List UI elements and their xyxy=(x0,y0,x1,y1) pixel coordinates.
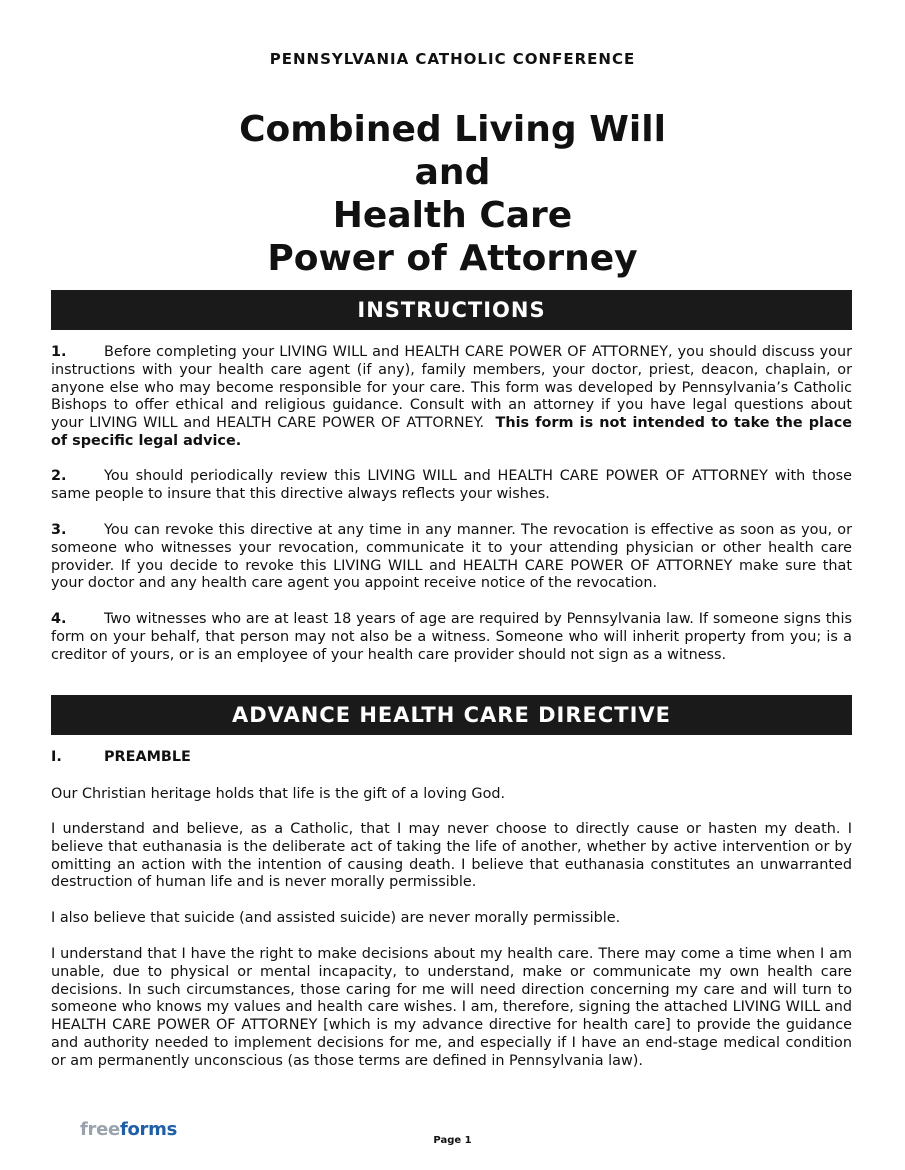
instruction-number: 2. xyxy=(51,468,67,484)
instructions-heading: INSTRUCTIONS xyxy=(51,290,852,330)
section-heading xyxy=(51,749,191,765)
instruction-text: Two witnesses who are at least 18 years of age are required by Pennsylvania law. If someone signs this form on your behalf, that person may not also be a witness. Someone who will inherit property from you; is a creditor of yours, or is an employee of your health care provider should not sign as a witness. xyxy=(51,611,852,663)
instruction-item xyxy=(51,522,852,593)
instruction-number: 1. xyxy=(51,344,67,360)
page-number: Page 1 xyxy=(433,1135,472,1146)
preamble-paragraph: I understand that I have the right to make decisions about my health care. There may come a time when I am unable, due to physical or mental incapacity, to understand, make or communicate my own health care decisions. In such circumstances, those caring for me will need direction concerning my care and will turn to someone who knows my values and health care wishes. I am, therefore, signing the attached LIVING WILL and HEALTH CARE POWER OF ATTORNEY [which is my advance directive for health care] to provide the guidance and authority needed to implement decisions for me, and especially if I have an end-stage medical condition or am permanently unconscious (as those terms are defined in Pennsylvania law). xyxy=(51,946,852,1069)
preamble-paragraph: I understand and believe, as a Catholic, that I may never choose to directly cause or hasten my death. I believe that euthanasia is the deliberate act of taking the life of another, whether by active intervention or by omitting an action with the intention of causing death. I believe that euthanasia constitutes an unwarranted destruction of human life and is never morally permissible. xyxy=(51,821,852,891)
instruction-item xyxy=(51,611,852,664)
title-line: Health Care xyxy=(332,195,573,236)
instruction-number: 4. xyxy=(51,611,67,627)
logo-forms-text: forms xyxy=(119,1119,177,1140)
directive-heading: ADVANCE HEALTH CARE DIRECTIVE xyxy=(51,695,852,735)
organization-name: PENNSYLVANIA CATHOLIC CONFERENCE xyxy=(269,50,636,68)
instruction-bold-text: This form is not intended to take the place of specific legal advice. xyxy=(51,415,852,449)
instruction-text: You can revoke this directive at any time in any manner. The revocation is effective as soon as you, or someone who witnesses your revocation, communicate it to your attending physician or other health care provider. If you decide to revoke this LIVING WILL and HEALTH CARE POWER OF ATTORNEY make sure that your doctor and any health care agent you appoint receive notice of the revocation. xyxy=(51,522,852,592)
instruction-item xyxy=(51,344,852,451)
document-title xyxy=(0,108,905,280)
instruction-text: Before completing your LIVING WILL and HEALTH CARE POWER OF ATTORNEY, you should discuss your instructions with your health care agent (if any), family members, your doctor, priest, deacon, chaplain, or anyone else who may become responsible for your care. This form was developed by Pennsylvania’s Catholic Bishops to offer ethical and religious guidance. Consult with an attorney if you have legal questions about your LIVING WILL and HEALTH CARE POWER OF ATTORNEY. xyxy=(51,344,852,432)
title-line: Combined Living Will xyxy=(239,109,666,150)
section-title: PREAMBLE xyxy=(104,749,191,765)
preamble-paragraph: Our Christian heritage holds that life is the gift of a loving God. xyxy=(51,786,506,802)
title-line: Power of Attorney xyxy=(267,238,638,279)
logo-free-text: free xyxy=(80,1119,120,1140)
preamble-paragraph: I also believe that suicide (and assisted suicide) are never morally permissible. xyxy=(51,910,621,926)
section-number: I. xyxy=(51,749,62,765)
title-line: and xyxy=(414,152,491,193)
instruction-number: 3. xyxy=(51,522,67,538)
instruction-item xyxy=(51,468,852,504)
instruction-text: You should periodically review this LIVING WILL and HEALTH CARE POWER OF ATTORNEY with those same people to insure that this directive always reflects your wishes. xyxy=(51,468,852,502)
